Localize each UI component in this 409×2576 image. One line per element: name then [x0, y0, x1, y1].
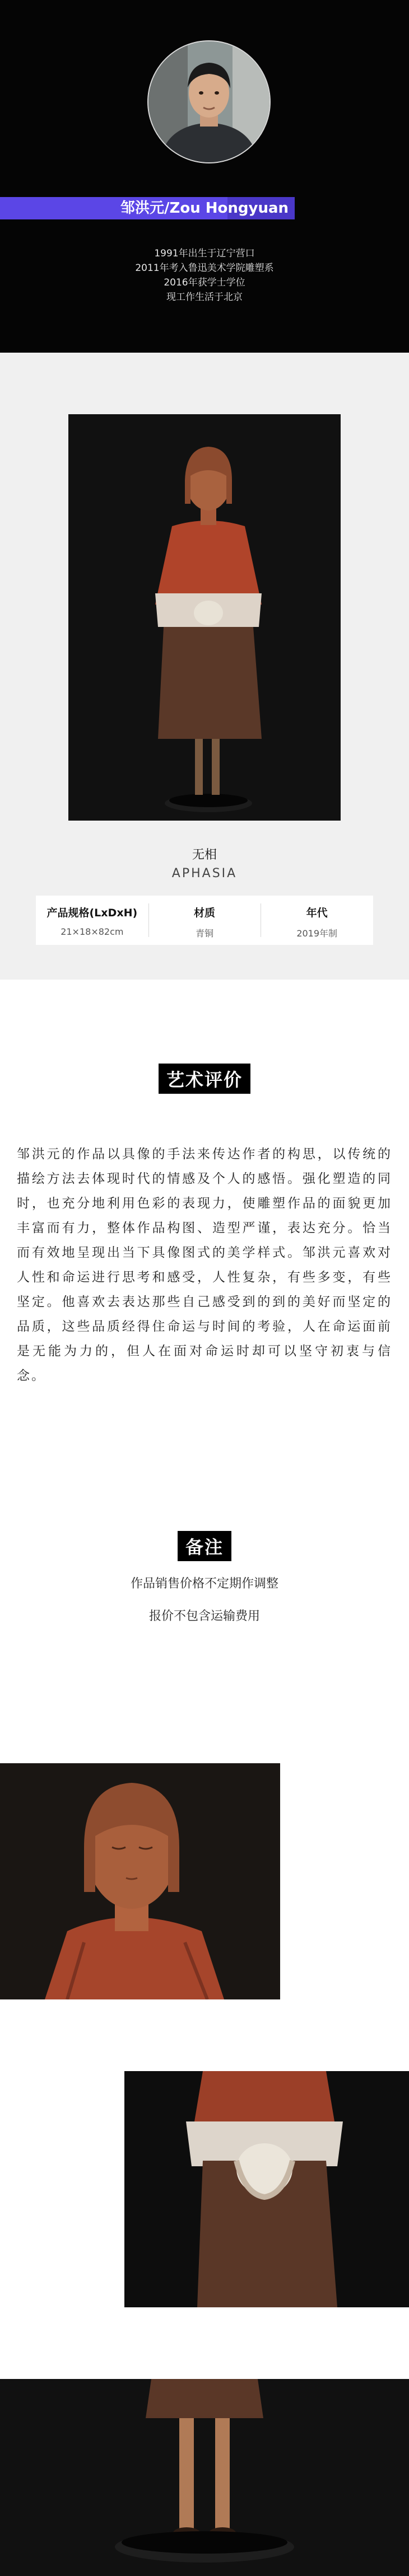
bio-line: 1991年出生于辽宁营口	[154, 248, 255, 259]
bio-line: 2016年获学士学位	[164, 277, 245, 288]
sculpture-figure-image	[68, 414, 341, 821]
detail-photo-hands	[124, 2071, 409, 2307]
artwork-image	[68, 414, 341, 821]
detail-photo-feet	[0, 2379, 409, 2576]
bio-line: 现工作生活于北京	[166, 292, 243, 303]
sculpture-hands-detail-image	[124, 2071, 409, 2307]
review-text: 邹洪元的作品以具像的手法来传达作者的构思，以传统的描绘方法去体现时代的情感及个人的感悟。强化塑造的同时，也充分地利用色彩的表现力，使雕塑作品的面貌更加丰富而有力，整体作品构图、造型严谨，表达充分。恰当而有效地呈现出当下具像图式的美学样式。邹洪元喜欢对人性和命运进行思考和感受，人性复杂，有些多变，有些坚定。他喜欢去表达那些自己感受到的到的美好而坚定的品质，这些品质经得住命运与时间的考验，人在命运面前是无能为力的，但人在面对命运时却可以坚守初衷与信念。	[17, 1147, 392, 1383]
spec-label: 年代	[306, 907, 328, 919]
artist-name: 邹洪元/Zou Hongyuan	[120, 200, 289, 217]
remarks-heading	[0, 1531, 409, 1561]
sculpture-feet-detail-image	[0, 2379, 409, 2576]
detail-photo-head	[0, 1763, 280, 1999]
sculpture-head-detail-image	[0, 1763, 280, 1999]
spec-label: 产品规格(LxDxH)	[47, 907, 138, 919]
artwork-title: 无相	[192, 848, 217, 862]
artwork-section	[0, 353, 409, 980]
remark-line: 报价不包含运输费用	[148, 1609, 260, 1623]
artist-header	[0, 0, 409, 353]
artwork-title-en: APHASIA	[171, 867, 238, 880]
spec-value: 2019年制	[296, 928, 338, 939]
spec-value: 青铜	[196, 928, 214, 939]
spec-label: 材质	[194, 907, 216, 919]
spec-year	[261, 896, 373, 945]
remarks-heading-label: 备注	[178, 1531, 231, 1561]
artist-avatar	[147, 40, 271, 163]
review-heading	[0, 1064, 409, 1094]
spec-material	[148, 896, 261, 945]
spec-value: 21×18×82cm	[61, 926, 124, 937]
artist-bio	[0, 246, 409, 305]
bio-line: 2011年考入鲁迅美术学院雕塑系	[135, 263, 274, 274]
remark-line: 作品销售价格不定期作调整	[130, 1577, 278, 1591]
artwork-specs-table	[36, 896, 373, 945]
spec-size	[36, 896, 148, 945]
artist-portrait-image	[148, 41, 269, 162]
review-heading-label: 艺术评价	[159, 1064, 250, 1094]
